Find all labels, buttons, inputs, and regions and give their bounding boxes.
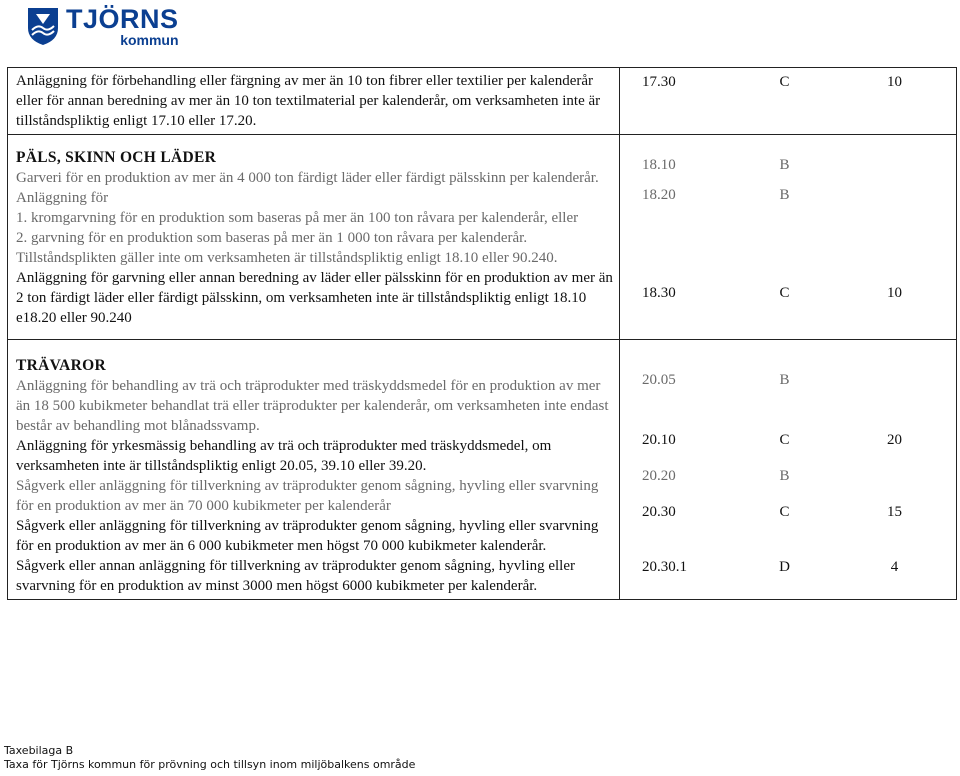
activity-code: 20.05 <box>642 372 676 388</box>
code-line <box>620 430 956 450</box>
section-heading: PÄLS, SKINN OCH LÄDER <box>16 149 217 166</box>
activity-description-cell <box>8 340 620 600</box>
fee-class: 20 <box>887 432 902 448</box>
activity-code: 20.30 <box>642 504 676 520</box>
fee-class <box>837 466 952 486</box>
activity-text: Garveri för en produktion av mer än 4 000 ton färdigt läder eller färdigt pälsskinn per kalenderår. <box>16 170 599 186</box>
activity-code: 20.20 <box>642 468 676 484</box>
activity-text: Sågverk eller annan anläggning för tillverkning av träprodukter genom sågning, hyvling eller svarvning för en produktion av minst 3000 men högst 6000 kubikmeter per kalenderår. <box>16 558 576 594</box>
activity-code: 20.10 <box>642 432 676 448</box>
activity-text: Anläggning för <box>16 190 109 206</box>
logo-name: TJÖRNS <box>66 3 179 34</box>
activity-text: 1. kromgarvning för en produktion som baseras på mer än 100 ton råvara per kalenderår, eller <box>16 210 579 226</box>
footer-title: Taxa för Tjörns kommun för prövning och tillsyn inom miljöbalkens område <box>4 758 416 771</box>
logo-subtitle: kommun <box>120 31 179 48</box>
section-heading: TRÄVAROR <box>16 357 106 374</box>
code-line <box>620 557 956 577</box>
activity-description-cell <box>8 135 620 340</box>
permit-class: D <box>779 559 790 575</box>
activity-text: Sågverk eller anläggning för tillverkning av träprodukter genom sågning, hyvling eller svarvning för en produktion av mer än 70 000 kubikmeter per kalenderår <box>16 478 599 514</box>
activity-text: Tillståndsplikten gäller inte om verksamheten är tillståndspliktig enligt 18.10 eller 90.240. <box>16 250 558 266</box>
activity-text: Sågverk eller anläggning för tillverkning av träprodukter genom sågning, hyvling eller svarvning för en produktion av mer än 6 000 kubikmeter men högst 70 000 kubikmeter kalenderår. <box>16 518 599 554</box>
code-line <box>620 502 956 522</box>
classification-cell <box>620 135 957 340</box>
code-line <box>620 466 956 486</box>
activity-code: 18.10 <box>642 157 676 173</box>
permit-class: B <box>779 468 790 484</box>
fee-class <box>837 155 952 175</box>
fee-class: 15 <box>887 504 902 520</box>
permit-class: C <box>779 285 790 301</box>
activity-text: 2. garvning för en produktion som baseras på mer än 1 000 ton råvara per kalenderår. <box>16 230 528 246</box>
permit-class: C <box>779 74 790 90</box>
code-line <box>620 155 956 175</box>
table-row <box>8 340 957 600</box>
activity-code: 17.30 <box>642 74 676 90</box>
table-row <box>8 135 957 340</box>
code-line <box>620 370 956 390</box>
activity-description-cell <box>8 68 620 135</box>
tjorn-logo <box>26 5 179 47</box>
activity-code: 18.30 <box>642 285 676 301</box>
permit-class: B <box>779 372 790 388</box>
fee-class: 10 <box>887 285 902 301</box>
footer-appendix: Taxebilaga B <box>4 744 74 757</box>
activity-code: 20.30.1 <box>642 559 687 575</box>
table-row <box>8 68 957 135</box>
fee-class: 10 <box>887 74 902 90</box>
permit-class: C <box>779 432 790 448</box>
classification-cell <box>620 68 957 135</box>
fee-class <box>837 370 952 390</box>
fee-table <box>7 67 957 600</box>
fee-class <box>837 185 952 205</box>
permit-class: C <box>779 504 790 520</box>
page-footer <box>4 744 415 772</box>
permit-class: B <box>779 157 790 173</box>
code-line <box>620 185 956 205</box>
code-line <box>620 283 956 303</box>
municipal-shield-icon <box>26 6 60 46</box>
fee-class: 4 <box>890 559 899 575</box>
activity-text: Anläggning för behandling av trä och träprodukter med träskyddsmedel för en produktion av mer än 18 500 kubikmeter behandlat trä eller träprodukter per kalenderår, om verksamheten inte endast består av behandling mot blånadssvamp. <box>16 378 609 434</box>
permit-class: B <box>779 187 790 203</box>
activity-code: 18.20 <box>642 187 676 203</box>
activity-text: Anläggning för förbehandling eller färgning av mer än 10 ton fibrer eller textilier per kalenderår eller för annan beredning av mer än 10 ton textilmaterial per kalenderår, om verksamheten inte är tillståndspliktig enligt 17.10 eller 17.20. <box>16 73 601 129</box>
activity-text: Anläggning för garvning eller annan beredning av läder eller pälsskinn för en produktion av mer än 2 ton färdigt läder eller färdigt pälsskinn, om verksamheten inte är tillståndspliktig enligt 18.10 e18.20 eller 90.240 <box>16 270 613 326</box>
classification-cell <box>620 340 957 600</box>
activity-text: Anläggning för yrkesmässig behandling av trä och träprodukter med träskyddsmedel, om verksamheten inte är tillståndspliktig enligt 20.05, 39.10 eller 39.20. <box>16 438 552 474</box>
code-line <box>620 72 956 92</box>
